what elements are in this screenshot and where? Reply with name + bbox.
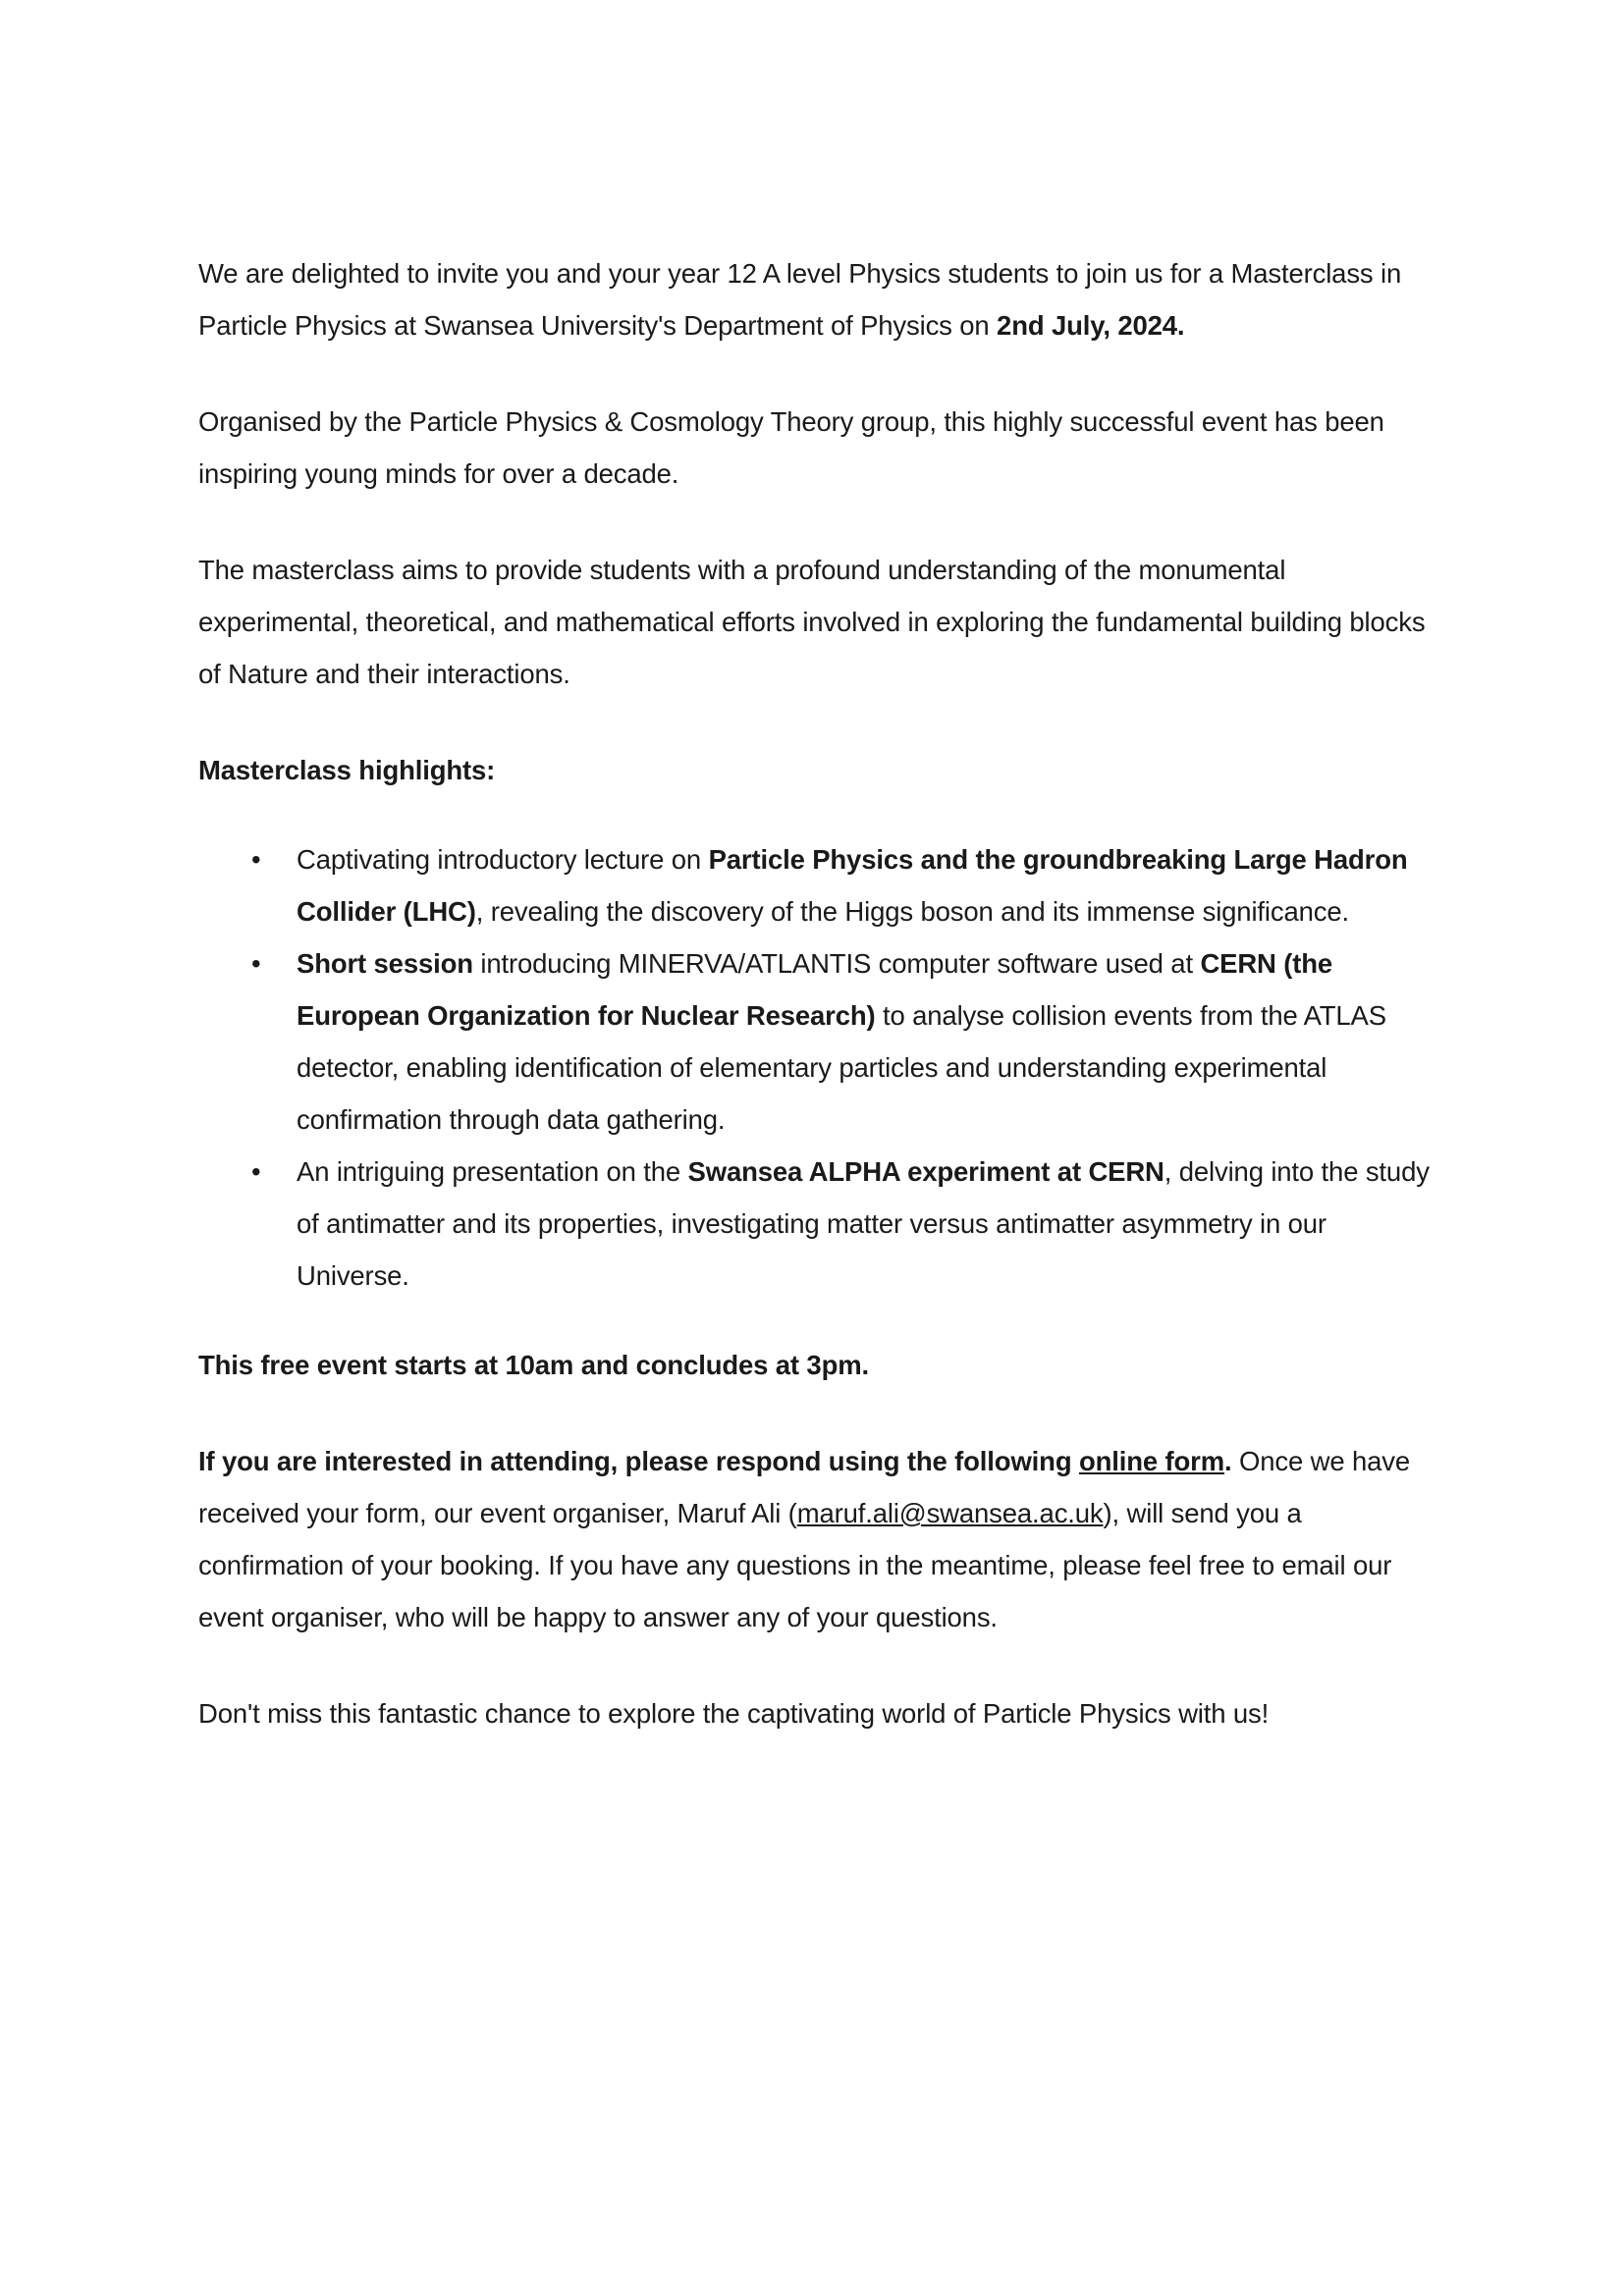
bullet-icon: • bbox=[251, 948, 261, 979]
organiser-email-link[interactable]: maruf.ali@swansea.ac.uk bbox=[796, 1498, 1104, 1528]
intro-text: We are delighted to invite you and your year 12 A level Physics students to join us for a Masterclass in Particle Physics at Swansea University's Department of Physics on bbox=[198, 258, 1402, 341]
highlights-list bbox=[198, 833, 1435, 1302]
document-body bbox=[198, 247, 1435, 1784]
event-date: 2nd July, 2024. bbox=[997, 310, 1185, 341]
list-item: • An intriguing presentation on the Swansea ALPHA experiment at CERN, delving into the study of antimatter and its properties, investigating matter versus antimatter asymmetry in our Universe. bbox=[198, 1146, 1435, 1302]
list-item: • Short session introducing MINERVA/ATLANTIS computer software used at CERN (the European Organization for Nuclear Research) to analyse collision events from the ATLAS detector, enabling identification of elementary particles and understanding experimental confirmation through data gathering. bbox=[198, 937, 1435, 1146]
bullet-icon: • bbox=[251, 844, 261, 875]
intro-paragraph bbox=[198, 247, 1435, 351]
organiser-paragraph: Organised by the Particle Physics & Cosmology Theory group, this highly successful event has been inspiring young minds for over a decade. bbox=[198, 406, 1384, 489]
online-form-link[interactable]: online form bbox=[1078, 1446, 1225, 1476]
event-times: This free event starts at 10am and concludes at 3pm. bbox=[198, 1350, 870, 1380]
aims-paragraph: The masterclass aims to provide students with a profound understanding of the monumental experimental, theoretical, and mathematical efforts involved in exploring the fundamental building blocks of Nature and their interactions. bbox=[198, 555, 1426, 689]
bullet-icon: • bbox=[251, 1156, 261, 1187]
attend-paragraph: If you are interested in attending, please respond using the following online form. Once we have received your form, our event organiser, Maruf Ali (maruf.ali@swansea.ac.uk), will send you a confirmation of your booking. If you have any questions in the meantime, please feel free to email our event organiser, who will be happy to answer any of your questions. bbox=[198, 1446, 1411, 1632]
highlights-heading: Masterclass highlights: bbox=[198, 755, 496, 785]
list-item: • Captivating introductory lecture on Particle Physics and the groundbreaking Large Hadron Collider (LHC), revealing the discovery of the Higgs boson and its immense significance. bbox=[198, 833, 1435, 937]
closing-paragraph: Don't miss this fantastic chance to explore the captivating world of Particle Physics with us! bbox=[198, 1698, 1270, 1729]
